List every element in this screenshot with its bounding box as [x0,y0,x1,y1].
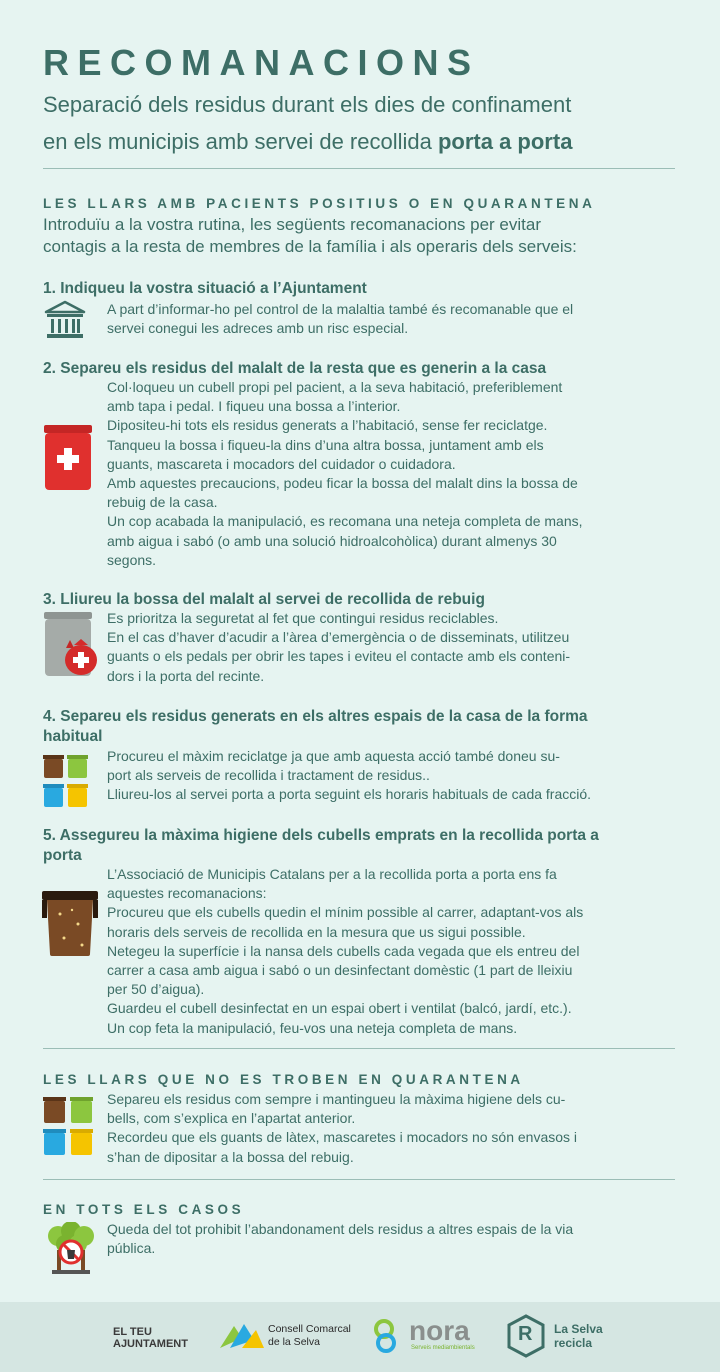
nora-logo-icon [372,1318,406,1359]
townhall-icon [44,300,86,345]
item4-text: Procureu el màxim reciclatge ja que amb aquesta acció també doneu su- port als serveis de recollida i tractament de residus.. Lliureu-los al servei porta a porta seguint els horaris habituals de cada fracció. [107,748,592,803]
red-bin-icon [44,425,92,496]
divider [43,1179,675,1180]
page-subtitle [43,86,683,160]
section-heading-quarantine: LES LLARS AMB PACIENTS POSITIUS O EN QUARANTENA [43,196,596,211]
organic-bin-icon [42,890,98,963]
item3-text: Es prioritza la seguretat al fet que contingui residus reciclables. En el cas d’haver d’acudir a l’àrea d’emergència o de disseminats, utilitzeu guants o els pedals per obrir les tapes i eviteu el contacte amb els conteni- dors i la porta del recinte. [107,610,571,684]
section-heading-non-quarantine: LES LLARS QUE NO ES TROBEN EN QUARANTENA [43,1072,524,1087]
item1-heading: 1. Indiqueu la vostra situació a l’Ajuntament [43,280,367,297]
subtitle-emphasis: porta a porta [437,129,573,154]
divider [43,1048,675,1049]
item5-heading: 5. Assegureu la màxima higiene dels cubells emprats en la recollida porta a porta [43,827,599,864]
section-intro: Introduïu a la vostra rutina, les següents recomanacions per evitar contagis a la resta de membres de la família i als operaris dels serveis: [43,215,577,256]
item4-heading: 4. Separeu els residus generats en els altres espais de la casa de la forma habitual [43,708,588,745]
no-dumping-icon [46,1222,96,1281]
item2-heading: 2. Separeu els residus del malalt de la resta que es generin a la casa [43,360,547,377]
section2-text: Separeu els residus com sempre i mantingueu la màxima higiene dels cu- bells, com s’explica en l’apartat anterior. Recordeu que els guants de làtex, mascaretes i mocadors no són envasos i s’han de dipositar a la bossa del rebuig. [107,1091,578,1165]
grey-bin-bag-icon [44,612,100,683]
la-selva-recicla-logo: La Selva recicla [554,1322,603,1350]
recycling-bins-icon [43,1096,95,1163]
item5-text: L’Associació de Municipis Catalans per a la recollida porta a porta ens fa aquestes recomanacions: Procureu que els cubells quedin el mínim possible al carrer, adaptant-vos als horaris dels serveis de recollida en la mesura que us sigui possible. Netegeu la superfície i la nansa dels cubells cada vegada que els entreu del carrer a casa amb aigua i sabó o un desinfectant domèstic (1 part de lleixiu per 50 d’aigua). Guardeu el cubell desinfectat en un espai obert i ventilat (balcó, jardí, etc.). Un cop feta la manipulació, feu-vos una neteja completa de mans. [107,866,584,1036]
la-selva-recicla-mark: R [518,1323,533,1345]
section-heading-all-cases: EN TOTS ELS CASOS [43,1202,245,1217]
item2-text: Col·loqueu un cubell propi pel pacient, a la seva habitació, preferiblement amb tapa i pedal. I fiqueu una bossa a l’interior. Dipositeu-hi tots els residus generats a l’habitació, sense fer reciclatge. Tanqueu la bossa i fiqueu-la dins d’una altra bossa, juntament amb els guants, mascareta i mocadors del cuidador o cuidadora. Amb aquestes precaucions, podeu ficar la bossa del malalt dins la bossa de rebuig de la casa. Un cop acabada la manipulació, es recomana una neteja completa de mans, amb aigua i sabó (o amb una solució hidroalcohòlica) durant almenys 30 segons. [107,379,583,568]
item1-text: A part d’informar-ho pel control de la malaltia també és recomanable que el servei conegui les adreces amb un risc especial. [107,301,574,337]
subtitle-line2: en els municipis amb servei de recollida porta a porta [43,129,573,154]
footer [0,1302,720,1372]
consell-comarcal-logo: Consell Comarcal de la Selva [268,1323,351,1348]
ajuntament-logo: EL TEU AJUNTAMENT [113,1326,188,1350]
divider [43,168,675,169]
nora-logo: nora [409,1315,470,1346]
section3-text: Queda del tot prohibit l’abandonament dels residus a altres espais de la via pública. [107,1221,574,1257]
nora-tagline: Serveis mediambientals [411,1345,475,1351]
recycling-bins-icon [43,754,91,815]
subtitle-line1: Separació dels residus durant els dies de confinament [43,92,572,117]
consell-comarcal-logo-icon [220,1320,264,1355]
page-title: RECOMANACIONS [43,42,480,83]
item3-heading: 3. Lliureu la bossa del malalt al servei de recollida de rebuig [43,591,485,608]
